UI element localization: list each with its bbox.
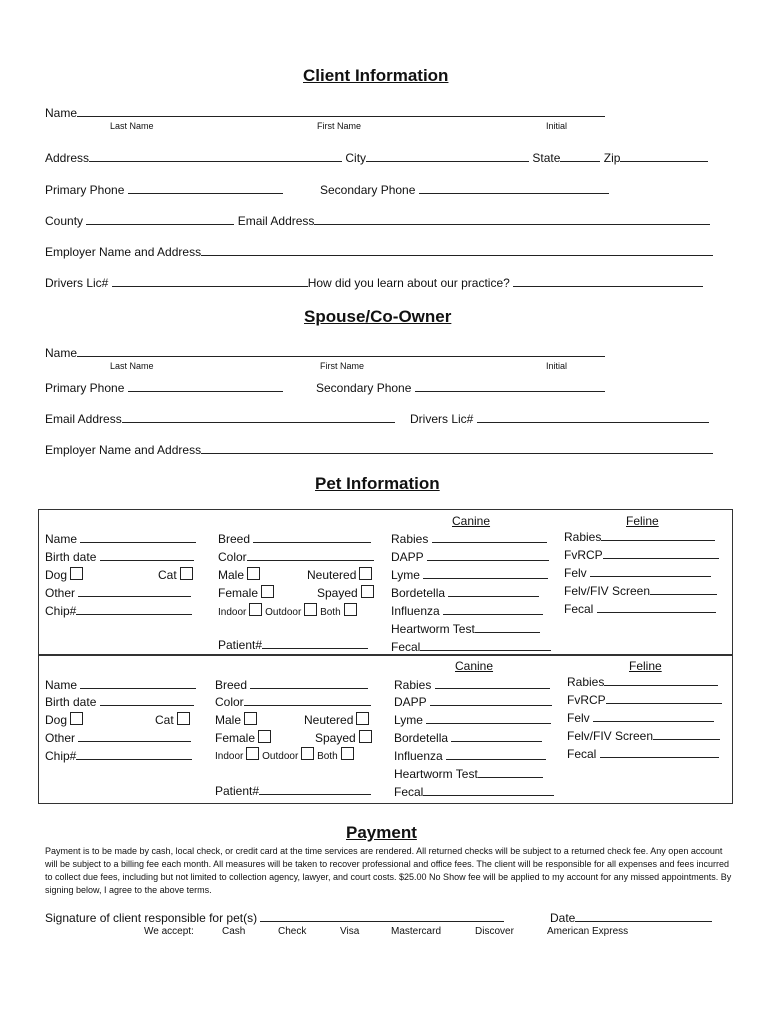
spouse-email-field[interactable]	[122, 411, 395, 423]
pet2-influenza-label: Influenza	[394, 749, 443, 763]
spouse-secondary-phone-label: Secondary Phone	[316, 381, 412, 395]
pet2-cat-checkbox[interactable]	[177, 712, 190, 725]
pet2-feline-fecal-label: Fecal	[567, 747, 597, 761]
pet2-breed-row	[215, 677, 368, 692]
client-city-label: City	[345, 151, 367, 165]
pet2-bordetella-label: Bordetella	[394, 731, 449, 745]
payment-method-cash: Cash	[222, 926, 246, 937]
pet1-felv-field[interactable]	[590, 565, 711, 577]
signature-field[interactable]	[260, 910, 504, 922]
pet1-feline-fecal-field[interactable]	[597, 601, 716, 613]
pet2-feline-rabies-label: Rabies	[567, 675, 605, 689]
pet1-canine-heading: Canine	[452, 514, 491, 528]
pet2-bordetella-field[interactable]	[451, 730, 542, 742]
pet1-feline-rabies-label: Rabies	[564, 530, 602, 544]
pet1-other-label: Other	[45, 586, 76, 600]
pet1-breed-label: Breed	[218, 532, 251, 546]
pet2-feline-rabies-row	[567, 674, 718, 689]
pet1-heartworm-field[interactable]	[475, 621, 540, 633]
pet2-both-label: Both	[317, 751, 338, 762]
pet1-bordetella-field[interactable]	[448, 585, 539, 597]
client-county-label: County	[45, 214, 84, 228]
pet2-female-label: Female	[215, 731, 256, 745]
pet2-color-row	[215, 694, 371, 709]
client-secondary-phone-row	[320, 182, 609, 197]
pet1-lyme-label: Lyme	[391, 568, 420, 582]
client-phone-row	[45, 182, 283, 197]
pet2-felv-field[interactable]	[593, 710, 714, 722]
pet2-rabies-field[interactable]	[435, 677, 550, 689]
client-name-label: Name	[45, 106, 78, 120]
pet2-breed-field[interactable]	[250, 677, 368, 689]
pet2-fecal-row	[394, 784, 554, 799]
spouse-drivers-lic-field[interactable]	[477, 411, 709, 423]
pet1-patient-row	[218, 637, 368, 652]
pet2-canine-heading: Canine	[455, 659, 494, 673]
client-secondary-phone-field[interactable]	[419, 182, 609, 194]
pet1-chip-field[interactable]	[76, 603, 192, 615]
pet2-neutered-row	[304, 712, 369, 727]
pet1-name-row	[45, 531, 196, 546]
pet2-fecal-field[interactable]	[423, 784, 554, 796]
client-section-title: Client Information	[303, 66, 449, 85]
pet2-name-row	[45, 677, 196, 692]
pet2-heartworm-field[interactable]	[478, 766, 543, 778]
pet1-cat-checkbox[interactable]	[180, 567, 193, 580]
pet1-birth-label: Birth date	[45, 550, 97, 564]
spouse-name-label: Name	[45, 346, 78, 360]
pet1-fvrcp-label: FvRCP	[564, 548, 603, 562]
spouse-primary-phone-label: Primary Phone	[45, 381, 125, 395]
client-city-field[interactable]	[366, 150, 529, 162]
pet2-dapp-row	[394, 694, 552, 709]
pet1-spayed-label: Spayed	[317, 586, 358, 600]
pet1-indoor-checkbox[interactable]	[249, 603, 262, 616]
we-accept-label: We accept:	[144, 926, 194, 937]
pet2-patient-field[interactable]	[259, 783, 371, 795]
spouse-first-name-caption: First Name	[320, 361, 365, 371]
pet1-female-checkbox[interactable]	[261, 585, 274, 598]
client-drivers-lic-field[interactable]	[112, 275, 308, 287]
pet1-feline-fecal-row	[564, 601, 716, 616]
pet2-name-field[interactable]	[80, 677, 196, 689]
pet2-dog-label: Dog	[45, 713, 68, 727]
client-drivers-lic-label: Drivers Lic#	[45, 276, 109, 290]
pet1-breed-field[interactable]	[253, 531, 371, 543]
client-name-field[interactable]	[77, 105, 605, 117]
pet1-heartworm-label: Heartworm Test	[391, 622, 475, 636]
pet2-fvrcp-label: FvRCP	[567, 693, 606, 707]
pet2-name-label: Name	[45, 678, 78, 692]
pet1-heartworm-row	[391, 621, 540, 636]
pet2-felv-fiv-row	[567, 728, 720, 743]
pet1-outdoor-label: Outdoor	[265, 607, 302, 618]
pet1-feline-fecal-label: Fecal	[564, 602, 594, 616]
payment-method-check: Check	[278, 926, 307, 937]
pet2-neutered-label: Neutered	[304, 713, 354, 727]
pet2-feline-rabies-field[interactable]	[604, 674, 718, 686]
pet2-rabies-row	[394, 677, 550, 692]
pet-section-title: Pet Information	[315, 474, 440, 493]
pet2-patient-label: Patient#	[215, 784, 260, 798]
pet2-dapp-label: DAPP	[394, 695, 427, 709]
pet2-color-label: Color	[215, 695, 244, 709]
client-primary-phone-label: Primary Phone	[45, 183, 125, 197]
pet2-felv-fiv-field[interactable]	[653, 728, 720, 740]
pet1-felv-fiv-label: Felv/FIV Screen	[564, 584, 651, 598]
pet1-felv-fiv-row	[564, 583, 717, 598]
pet1-color-field[interactable]	[247, 549, 374, 561]
pet2-lyme-field[interactable]	[426, 712, 551, 724]
pet2-influenza-row	[394, 748, 546, 763]
pet1-chip-row	[45, 603, 192, 618]
spouse-drivers-lic-label: Drivers Lic#	[410, 412, 474, 426]
pet2-female-checkbox[interactable]	[258, 730, 271, 743]
pet2-rabies-label: Rabies	[394, 678, 432, 692]
pet2-felv-label: Felv	[567, 711, 590, 725]
pet1-rabies-label: Rabies	[391, 532, 429, 546]
pet1-spayed-checkbox[interactable]	[361, 585, 374, 598]
pet1-chip-label: Chip#	[45, 604, 77, 618]
pet1-felv-fiv-field[interactable]	[650, 583, 717, 595]
spouse-last-name-caption: Last Name	[110, 361, 154, 371]
spouse-section-title: Spouse/Co-Owner	[304, 307, 452, 326]
pet1-felv-label: Felv	[564, 566, 587, 580]
pet2-dog-checkbox[interactable]	[70, 712, 83, 725]
pet2-other-row	[45, 730, 191, 745]
pet1-male-checkbox[interactable]	[247, 567, 260, 580]
pet1-dapp-field[interactable]	[427, 549, 549, 561]
pet1-patient-field[interactable]	[262, 637, 368, 649]
pet2-felv-row	[567, 710, 714, 725]
pet1-outdoor-checkbox[interactable]	[304, 603, 317, 616]
pet2-chip-label: Chip#	[45, 749, 77, 763]
pet2-heartworm-row	[394, 766, 543, 781]
pet1-dog-row	[45, 567, 83, 582]
pet2-fvrcp-row	[567, 692, 722, 707]
pet1-feline-rabies-row	[564, 529, 715, 544]
pet1-cat-label: Cat	[158, 568, 177, 582]
spouse-phone-row	[45, 380, 283, 395]
pet2-both-checkbox[interactable]	[341, 747, 354, 760]
pet1-felv-row	[564, 565, 711, 580]
client-license-row	[45, 275, 703, 290]
pet2-chip-field[interactable]	[76, 748, 192, 760]
pet1-neutered-checkbox[interactable]	[359, 567, 372, 580]
pet1-patient-label: Patient#	[218, 638, 263, 652]
spouse-secondary-phone-row	[316, 380, 605, 395]
client-email-field[interactable]	[314, 213, 710, 225]
pet2-patient-row	[215, 783, 371, 798]
spouse-email-label: Email Address	[45, 412, 122, 426]
payment-method-visa: Visa	[340, 926, 360, 937]
pet2-spayed-row	[315, 730, 372, 745]
client-zip-label: Zip	[603, 151, 621, 165]
pet2-birth-field[interactable]	[100, 694, 194, 706]
spouse-email-row	[45, 411, 395, 426]
pet1-other-row	[45, 585, 191, 600]
spouse-employer-label: Employer Name and Address	[45, 443, 202, 457]
pet2-fvrcp-field[interactable]	[606, 692, 722, 704]
pet2-dog-row	[45, 712, 83, 727]
pet2-fecal-label: Fecal	[394, 785, 424, 799]
pet1-spayed-row	[317, 585, 374, 600]
pet2-other-label: Other	[45, 731, 76, 745]
pet1-fecal-row	[391, 639, 551, 654]
pet1-fvrcp-row	[564, 547, 719, 562]
client-address-row	[45, 150, 708, 165]
client-initial-caption: Initial	[546, 121, 568, 131]
date-field[interactable]	[575, 910, 712, 922]
pet2-influenza-field[interactable]	[446, 748, 546, 760]
pet1-male-row	[218, 567, 260, 582]
pet2-lyme-label: Lyme	[394, 713, 423, 727]
pet2-outdoor-label: Outdoor	[262, 751, 299, 762]
spouse-name-row	[45, 345, 605, 360]
pet2-feline-fecal-row	[567, 746, 719, 761]
pet1-female-row	[218, 585, 274, 600]
client-learn-field[interactable]	[513, 275, 703, 287]
pet1-lyme-field[interactable]	[423, 567, 548, 579]
pet1-other-field[interactable]	[78, 585, 191, 597]
client-learn-label: How did you learn about our practice?	[307, 276, 510, 290]
pet2-bordetella-row	[394, 730, 542, 745]
pet1-bordetella-row	[391, 585, 539, 600]
pet1-fvrcp-field[interactable]	[603, 547, 719, 559]
pet1-name-label: Name	[45, 532, 78, 546]
pet1-dog-label: Dog	[45, 568, 68, 582]
pet2-lyme-row	[394, 712, 551, 727]
pet1-influenza-label: Influenza	[391, 604, 440, 618]
client-primary-phone-field[interactable]	[128, 182, 283, 194]
pet2-dapp-field[interactable]	[430, 694, 552, 706]
client-county-field[interactable]	[86, 213, 234, 225]
client-county-row	[45, 213, 710, 228]
pet1-fecal-label: Fecal	[391, 640, 421, 654]
pet1-neutered-row	[307, 567, 372, 582]
pet2-male-checkbox[interactable]	[244, 712, 257, 725]
pet2-female-row	[215, 730, 271, 745]
pet2-spayed-label: Spayed	[315, 731, 356, 745]
pet2-feline-heading: Feline	[629, 659, 662, 673]
pet1-breed-row	[218, 531, 371, 546]
pet1-birth-row	[45, 549, 194, 564]
pet1-feline-rabies-field[interactable]	[601, 529, 715, 541]
pet2-cat-row	[155, 712, 190, 727]
pet1-bordetella-label: Bordetella	[391, 586, 446, 600]
spouse-primary-phone-field[interactable]	[128, 380, 283, 392]
payment-terms-text: Payment is to be made by cash, local check, or credit card at the time services are rendered. All returned checks will be subject to a returned check fee. Any open account will be subject to a billing fee each month. All measures will be taken to recover professional and office fees. The client will be responsible for all expenses and fees incurred to collect due fees, including but not limited to collection agency, lawyer, and court costs. $25.00 No Show fee will be applied to my account for any missed appointments. By signing below, I agree to the above terms.	[45, 846, 732, 895]
client-address-field[interactable]	[89, 150, 342, 162]
pet2-cat-label: Cat	[155, 713, 174, 727]
pet2-indoor-checkbox[interactable]	[246, 747, 259, 760]
pet1-neutered-label: Neutered	[307, 568, 357, 582]
pet2-heartworm-label: Heartworm Test	[394, 767, 478, 781]
pet2-other-field[interactable]	[78, 730, 191, 742]
pet1-dapp-label: DAPP	[391, 550, 424, 564]
client-last-name-caption: Last Name	[110, 121, 154, 131]
pet2-indoor-label: Indoor	[215, 751, 244, 762]
pet1-both-checkbox[interactable]	[344, 603, 357, 616]
client-name-row	[45, 105, 605, 120]
pet1-cat-row	[158, 567, 193, 582]
pet1-rabies-row	[391, 531, 547, 546]
spouse-employer-field[interactable]	[201, 442, 713, 454]
pet2-male-row	[215, 712, 257, 727]
pet1-indoor-label: Indoor	[218, 607, 247, 618]
pet1-female-label: Female	[218, 586, 259, 600]
date-label: Date	[550, 911, 576, 925]
payment-method-discover: Discover	[475, 926, 514, 937]
pet2-color-field[interactable]	[244, 694, 371, 706]
client-first-name-caption: First Name	[317, 121, 362, 131]
pet1-lyme-row	[391, 567, 548, 582]
client-email-label: Email Address	[237, 214, 315, 228]
pet1-dog-checkbox[interactable]	[70, 567, 83, 580]
pet2-breed-label: Breed	[215, 678, 248, 692]
pet1-name-field[interactable]	[80, 531, 196, 543]
client-state-field[interactable]	[560, 150, 600, 162]
pet2-birth-row	[45, 694, 194, 709]
pet2-spayed-checkbox[interactable]	[359, 730, 372, 743]
spouse-secondary-phone-field[interactable]	[415, 380, 605, 392]
pet1-color-row	[218, 549, 374, 564]
pet2-male-label: Male	[215, 713, 242, 727]
spouse-license-row	[410, 411, 709, 426]
payment-method-mastercard: Mastercard	[391, 926, 442, 937]
signature-row	[45, 910, 504, 925]
pet2-chip-row	[45, 748, 192, 763]
payment-section-title: Payment	[346, 823, 417, 842]
pet2-birth-label: Birth date	[45, 695, 97, 709]
pet2-felv-fiv-label: Felv/FIV Screen	[567, 729, 654, 743]
client-employer-label: Employer Name and Address	[45, 245, 202, 259]
client-zip-field[interactable]	[620, 150, 708, 162]
pet1-fecal-field[interactable]	[420, 639, 551, 651]
client-address-label: Address	[45, 151, 90, 165]
pet1-housing-row	[218, 603, 357, 618]
pet2-feline-fecal-field[interactable]	[600, 746, 719, 758]
pet2-outdoor-checkbox[interactable]	[301, 747, 314, 760]
spouse-employer-row	[45, 442, 713, 457]
client-employer-field[interactable]	[201, 244, 713, 256]
pet1-influenza-row	[391, 603, 543, 618]
spouse-name-field[interactable]	[77, 345, 605, 357]
pet1-both-label: Both	[320, 607, 341, 618]
signature-label: Signature of client responsible for pet(s)	[45, 911, 258, 925]
pet1-male-label: Male	[218, 568, 245, 582]
client-state-label: State	[532, 151, 561, 165]
pet1-birth-field[interactable]	[100, 549, 194, 561]
spouse-initial-caption: Initial	[546, 361, 568, 371]
pet1-influenza-field[interactable]	[443, 603, 543, 615]
pet1-color-label: Color	[218, 550, 247, 564]
pet2-housing-row	[215, 747, 354, 762]
pet1-dapp-row	[391, 549, 549, 564]
payment-method-amex: American Express	[547, 926, 629, 937]
client-secondary-phone-label: Secondary Phone	[320, 183, 416, 197]
client-employer-row	[45, 244, 713, 259]
pet1-feline-heading: Feline	[626, 514, 659, 528]
date-row	[550, 910, 712, 925]
pet2-neutered-checkbox[interactable]	[356, 712, 369, 725]
pet1-rabies-field[interactable]	[432, 531, 547, 543]
